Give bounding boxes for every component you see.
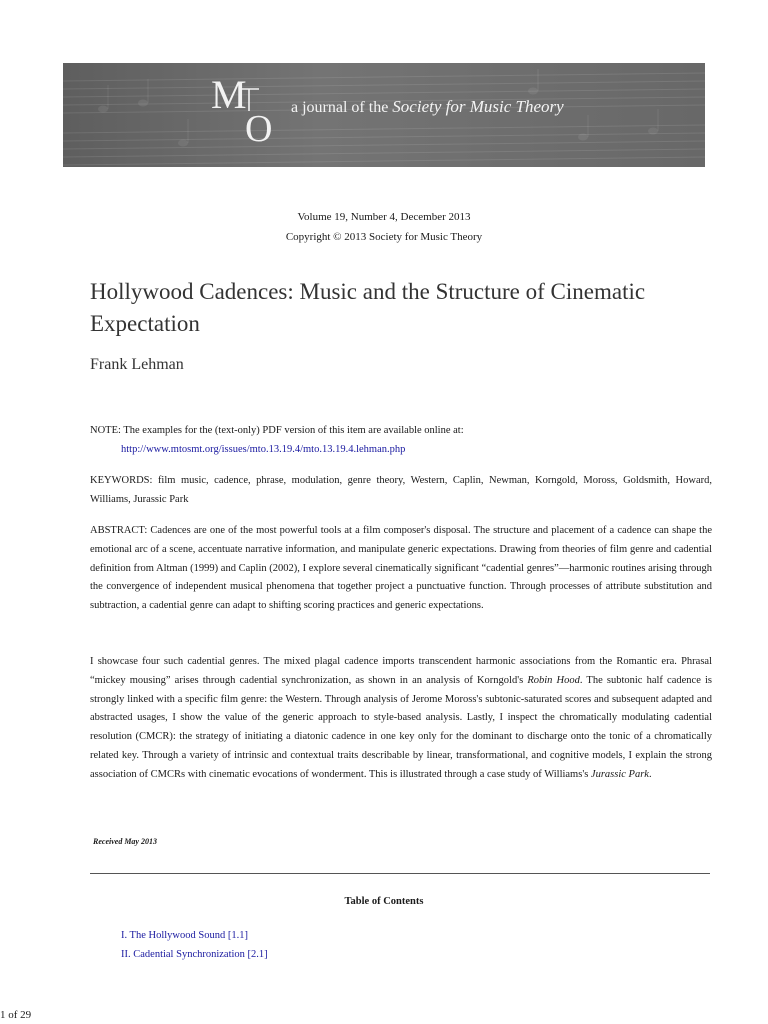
abstract-p2-text-a: I showcase four such cadential genres. The mixed plagal cadence imports transcendent harmonic associations from the Romantic era. Phrasal “mickey mousing” arises through cadential synchronization, as shown in an analysis of Korngold's: [90, 656, 712, 686]
logo-letter-m: M: [211, 72, 246, 117]
abstract-label: ABSTRACT:: [90, 525, 148, 536]
abstract-p2-text-b: . The subtonic half cadence is strongly linked with a specific film genre: the Western. Through analysis of Jerome Moross's subtonic-saturated scores and subsequent adapted and abstracted usages, I show the value of the generic approach to style-based analysis. Lastly, I inspect the chromatically modulating cadential resolution (CMCR): the strategy of initiating a diatonic cadence in one key only for the dominant to discharge onto the tonic of a chromatically related key. Through a variety of intrinsic and contextual traits describable by linear, transformational, and cognitive models, I explain the strong association of CMCRs with cinematic evocations of wonderment. This is illustrated through a case study of Williams's: [90, 674, 712, 780]
jurassic-park-title: Jurassic Park: [590, 768, 649, 780]
toc-item-hollywood-sound[interactable]: I. The Hollywood Sound [1.1]: [121, 930, 248, 941]
note-text: The examples for the (text-only) PDF version of this item are available online at:: [120, 425, 464, 436]
robin-hood-title: Robin Hood: [527, 674, 580, 686]
keywords-text: film music, cadence, phrase, modulation, genre theory, Western, Caplin, Newman, Korngold, Moross, Goldsmith, Howard, Williams, Jurassic Park: [90, 475, 712, 505]
journal-tagline: [291, 97, 564, 117]
abstract-p2-end: .: [648, 768, 652, 780]
abstract-paragraph: [90, 522, 712, 616]
tagline-prefix: a journal of the: [291, 99, 393, 116]
toc-item-cadential-synchronization[interactable]: II. Cadential Synchronization [2.1]: [121, 949, 268, 960]
abstract-paragraph-2: [90, 653, 712, 785]
toc-heading: Table of Contents: [344, 896, 424, 907]
keywords-paragraph: [90, 472, 712, 510]
abstract-text: Cadences are one of the most powerful tools at a film composer's disposal. The structure and placement of a cadence can shape the emotional arc of a scene, accentuate narrative information, and manipulate generic expectations. Drawing from theories of film genre and cadential definition from Altman (1999) and Caplin (2002), I explore several cinematically significant “cadential genres”—harmonic routines arising through the convergence of independent musical phenomena that together project a punctuative function. Through processes of attribute substitution and subtraction, a cadential genre can adapt to shifting scoring practices and generic expectations.: [90, 525, 712, 612]
logo-letter-o: O: [245, 108, 273, 150]
issue-copyright-line: Copyright © 2013 Society for Music Theory: [285, 231, 483, 243]
article-title: Hollywood Cadences: Music and the Structure of Cinematic Expectation: [90, 279, 646, 336]
table-of-contents: [121, 926, 268, 964]
tagline-society: Society for Music Theory: [392, 97, 564, 116]
journal-banner: [63, 63, 705, 167]
keywords-label: KEYWORDS:: [90, 475, 153, 486]
issue-volume-line: Volume 19, Number 4, December 2013: [297, 211, 471, 223]
note-label: NOTE:: [90, 425, 121, 436]
page-number: 1 of 29: [0, 1009, 32, 1021]
received-date: Received May 2013: [93, 837, 157, 846]
examples-link[interactable]: http://www.mtosmt.org/issues/mto.13.19.4/mto.13.19.4.lehman.php: [121, 443, 406, 455]
section-divider: [90, 873, 710, 874]
note-paragraph: [90, 422, 712, 460]
article-author: Frank Lehman: [90, 356, 184, 373]
